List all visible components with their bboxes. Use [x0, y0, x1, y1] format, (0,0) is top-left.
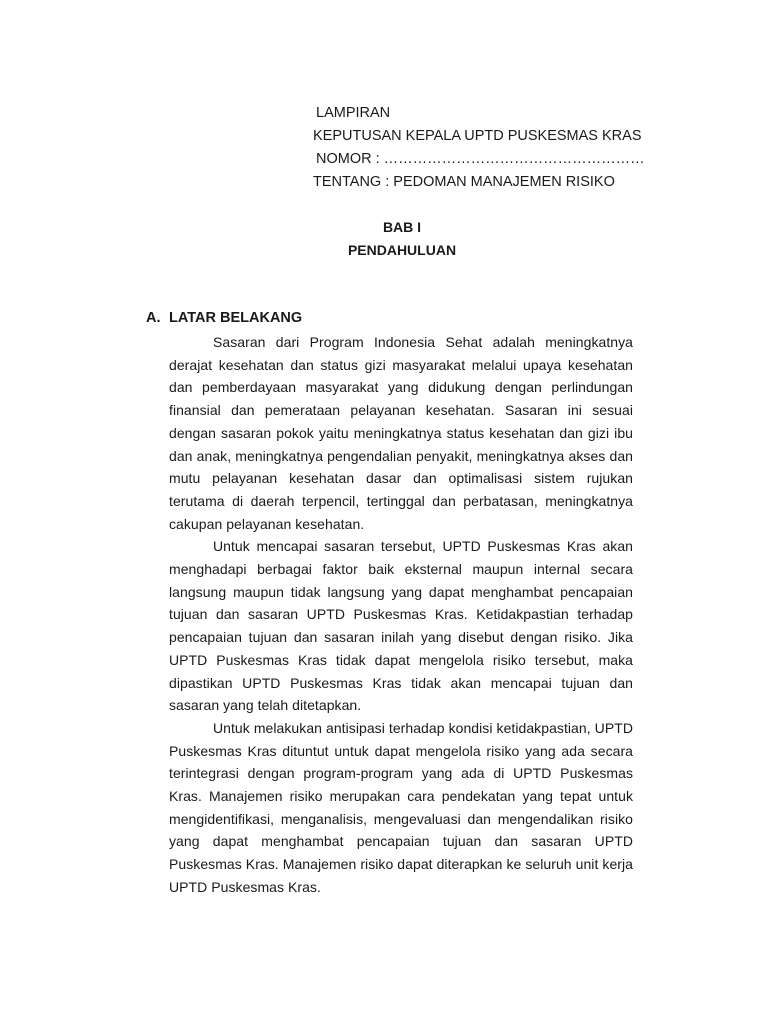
nomor-line: NOMOR : ………………………………………………	[316, 151, 645, 167]
section-letter: A.	[146, 310, 161, 326]
chapter-title: PENDAHULUAN	[347, 242, 457, 258]
section-body	[169, 331, 633, 899]
section-heading	[146, 307, 302, 330]
paragraph: Untuk mencapai sasaran tersebut, UPTD Puskesmas Kras akan menghadapi berbagai faktor baik eksternal maupun internal secara langsung maupun tidak langsung yang dapat menghambat pencapaian tujuan dan sasaran UPTD Puskesmas Kras. Ketidakpastian terhadap pencapaian tujuan dan sasaran inilah yang disebut dengan risiko. Jika UPTD Puskesmas Kras tidak dapat mengelola risiko tersebut, maka dipastikan UPTD Puskesmas Kras tidak akan mencapai tujuan dan sasaran yang telah ditetapkan.	[169, 538, 633, 714]
lampiran-block	[313, 102, 645, 194]
paragraph: Sasaran dari Program Indonesia Sehat adalah meningkatnya derajat kesehatan dan status gizi masyarakat melalui upaya kesehatan dan pemberdayaan masyarakat yang didukung dengan perlindungan finansial dan pemerataan pelayanan kesehatan. Sasaran ini sesuai dengan sasaran pokok yaitu meningkatnya status kesehatan dan gizi ibu dan anak, meningkatnya pengendalian penyakit, meningkatnya akses dan mutu pelayanan kesehatan dasar dan optimalisasi sistem rujukan terutama di daerah terpencil, tertinggal dan perbatasan, meningkatnya cakupan pelayanan kesehatan.	[169, 334, 633, 532]
keputusan-line: KEPUTUSAN KEPALA UPTD PUSKESMAS KRAS	[313, 128, 642, 144]
chapter-number: BAB I	[382, 219, 422, 235]
section-title: LATAR BELAKANG	[169, 310, 303, 326]
paragraph: Untuk melakukan antisipasi terhadap kondisi ketidakpastian, UPTD Puskesmas Kras dituntut untuk dapat mengelola risiko yang ada secara terintegrasi dengan program-program yang ada di UPTD Puskesmas Kras. Manajemen risiko merupakan cara pendekatan yang tepat untuk mengidentifikasi, menganalisis, mengevaluasi dan mengendalikan risiko yang dapat menghambat pencapaian tujuan dan sasaran UPTD Puskesmas Kras. Manajemen risiko dapat diterapkan ke seluruh unit kerja UPTD Puskesmas Kras.	[169, 719, 633, 895]
lampiran-label: LAMPIRAN	[316, 105, 391, 121]
tentang-line: TENTANG : PEDOMAN MANAJEMEN RISIKO	[313, 174, 615, 190]
